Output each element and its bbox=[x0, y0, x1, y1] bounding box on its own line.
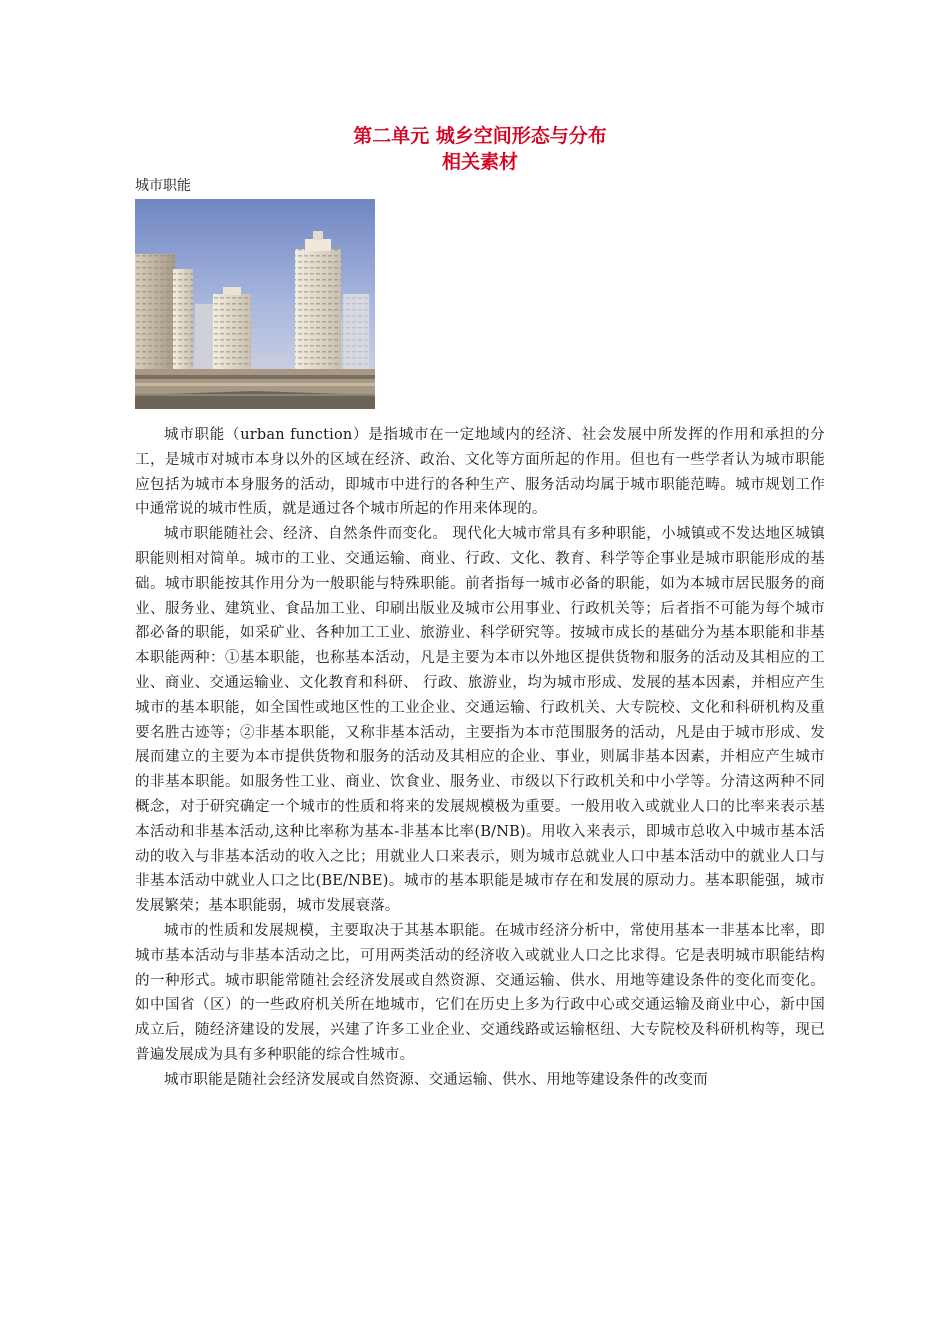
paragraph: 城市职能（urban function）是指城市在一定地域内的经济、社会发展中所发挥的作用和承担的分工，是城市对城市本身以外的区域在经济、政治、文化等方面所起的作用。但也有一些学者认为城市职能应包括为城市本身服务的活动，即城市中进行的各种生产、服务活动均属于城市职能范畴。城市规划工作中通常说的城市性质，就是通过各个城市所起的作用来体现的。 bbox=[135, 427, 825, 518]
document-title: 第二单元 城乡空间形态与分布 bbox=[353, 125, 607, 147]
document-subtitle: 相关素材 bbox=[441, 151, 518, 173]
paragraph: 城市职能随社会、经济、自然条件而变化。 现代化大城市常具有多种职能，小城镇或不发达地区城镇职能则相对简单。城市的工业、交通运输、商业、行政、文化、教育、科学等企事业是城市职能形成的基础。城市职能按其作用分为一般职能与特殊职能。前者指每一城市必备的职能，如为本城市居民服务的商业、服务业、建筑业、食品加工业、印刷出版业及城市公用事业、行政机关等；后者指不可能为每个城市都必备的职能，如采矿业、各种加工工业、旅游业、科学研究等。按城市成长的基础分为基本职能和非基本职能两种：①基本职能，也称基本活动，凡是主要为本市以外地区提供货物和服务的活动及其相应的工业、商业、交通运输业、文化教育和科研、 行政、旅游业，均为城市形成、发展的基本因素，并相应产生城市的基本职能，如全国性或地区性的工业企业、交通运输、行政机关、大专院校、文化和科研机构及重要名胜古迹等；②非基本职能，又称非基本活动，主要指为本市范围服务的活动，凡是由于城市形成、发展而建立的主要为本市提供货物和服务的活动及其相应的企业、事业，则属非基本因素，并相应产生城市的非基本职能。如服务性工业、商业、饮食业、服务业、市级以下行政机关和中小学等。分清这两种不同概念，对于研究确定一个城市的性质和将来的发展规模极为重要。一般用收入或就业人口的比率来表示基本活动和非基本活动,这种比率称为基本-非基本比率(B/NB)。用收入来表示，即城市总收入中城市基本活动的收入与非基本活动的收入之比；用就业人口来表示，则为城市总就业人口中基本活动中的就业人口与非基本活动中就业人口之比(BE/NBE)。城市的基本职能是城市存在和发展的原动力。基本职能强，城市发展繁荣；基本职能弱，城市发展衰落。 bbox=[135, 526, 825, 915]
body-text bbox=[135, 423, 825, 1093]
city-skyline-photo bbox=[135, 199, 375, 409]
paragraph: 城市职能是随社会经济发展或自然资源、交通运输、供水、用地等建设条件的改变而 bbox=[164, 1071, 708, 1088]
paragraph: 城市的性质和发展规模，主要取决于其基本职能。在城市经济分析中，常使用基本一非基本比率，即城市基本活动与非基本活动之比，可用两类活动的经济收入或就业人口之比求得。它是表明城市职能结构的一种形式。城市职能常随社会经济发展或自然资源、交通运输、供水、用地等建设条件的变化而变化。如中国省（区）的一些政府机关所在地城市，它们在历史上多为行政中心或交通运输及商业中心，新中国成立后，随经济建设的发展，兴建了许多工业企业、交通线路或运输枢纽、大专院校及科研机构等，现已普遍发展成为具有多种职能的综合性城市。 bbox=[135, 922, 825, 1063]
city-skyline-illustration bbox=[135, 199, 375, 409]
section-label: 城市职能 bbox=[135, 178, 191, 194]
